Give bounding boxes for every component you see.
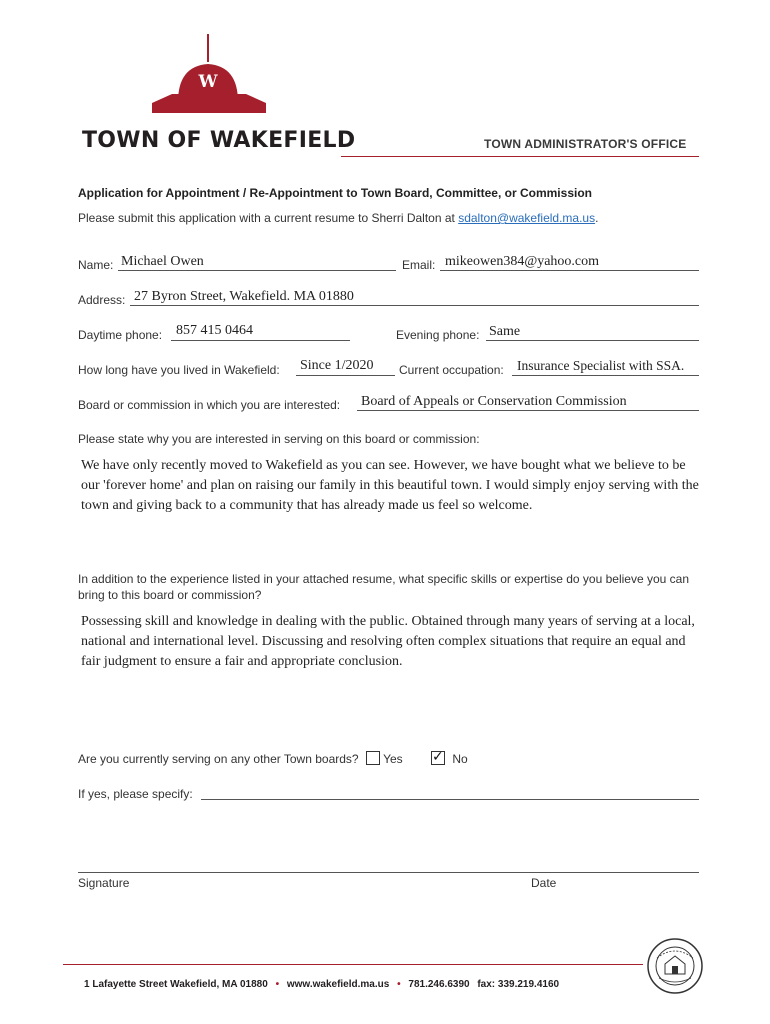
footer-contact xyxy=(84,979,559,990)
no-label: No xyxy=(452,752,468,766)
instruction-suffix: . xyxy=(595,211,599,225)
footer-fax: fax: 339.219.4160 xyxy=(477,979,560,990)
daytime-phone-field[interactable]: 857 415 0464 xyxy=(176,323,253,338)
yes-checkbox[interactable] xyxy=(366,751,380,765)
skills-question: In addition to the experience listed in your attached resume, what specific skills or expertise do you believe you can bring to this board or commission? xyxy=(78,572,690,602)
no-option xyxy=(431,748,468,766)
specify-line[interactable] xyxy=(201,799,699,800)
town-logo xyxy=(150,32,268,122)
date-label: Date xyxy=(531,876,557,890)
instruction-text: Please submit this application with a current resume to Sherri Dalton at xyxy=(78,211,459,225)
daytime-phone-label: Daytime phone: xyxy=(78,328,163,342)
evening-phone-line xyxy=(486,340,699,341)
name-field[interactable]: Michael Owen xyxy=(121,254,204,269)
reason-question: Please state why you are interested in serving on this board or commission: xyxy=(78,432,480,446)
address-label: Address: xyxy=(78,293,126,307)
header-rule xyxy=(341,156,699,157)
submission-instructions xyxy=(78,211,598,225)
check-mark-icon: ✓ xyxy=(432,748,444,764)
footer-rule xyxy=(63,964,643,965)
footer-website[interactable]: www.wakefield.ma.us xyxy=(286,979,390,990)
evening-phone-field[interactable]: Same xyxy=(489,324,521,339)
yes-label: Yes xyxy=(383,752,403,766)
daytime-phone-line xyxy=(171,340,350,341)
serving-question xyxy=(78,751,403,766)
form-title: Application for Appointment / Re-Appointment to Town Board, Committee, or Commission xyxy=(78,186,592,200)
town-seal-icon xyxy=(647,938,703,994)
occupation-field[interactable]: Insurance Specialist with SSA. xyxy=(517,358,685,373)
email-field-line xyxy=(440,270,699,271)
footer-address: 1 Lafayette Street Wakefield, MA 01880 xyxy=(84,979,268,990)
address-field[interactable]: 27 Byron Street, Wakefield. MA 01880 xyxy=(134,289,354,304)
footer-separator: • xyxy=(397,979,401,990)
email-label: Email: xyxy=(402,258,436,272)
org-name: TOWN OF WAKEFIELD xyxy=(82,128,356,153)
residency-label: How long have you lived in Wakefield: xyxy=(78,363,280,377)
residency-field[interactable]: Since 1/2020 xyxy=(300,358,374,373)
footer-separator: • xyxy=(275,979,280,990)
footer-phone: 781.246.6390 xyxy=(408,979,470,990)
email-field[interactable]: mikeowen384@yahoo.com xyxy=(445,254,600,269)
signature-label: Signature xyxy=(78,876,130,890)
no-checkbox[interactable] xyxy=(431,748,445,765)
signature-line[interactable] xyxy=(78,872,699,873)
board-line xyxy=(357,410,699,411)
name-field-line xyxy=(118,270,396,271)
logo-letter: W xyxy=(198,72,218,92)
name-label: Name: xyxy=(78,258,114,272)
residency-line xyxy=(296,375,395,376)
serving-question-text: Are you currently serving on any other Town boards? xyxy=(78,752,359,766)
occupation-label: Current occupation: xyxy=(399,363,504,377)
email-link[interactable]: sdalton@wakefield.ma.us xyxy=(458,211,596,225)
board-field[interactable]: Board of Appeals or Conservation Commission xyxy=(361,394,627,409)
specify-label: If yes, please specify: xyxy=(78,787,193,801)
evening-phone-label: Evening phone: xyxy=(396,328,480,342)
office-name: TOWN ADMINISTRATOR'S OFFICE xyxy=(484,137,687,151)
occupation-line xyxy=(512,375,699,376)
reason-answer[interactable]: We have only recently moved to Wakefield as you can see. However, we have bought what we believe to be our 'forever home' and plan on raising our family in this beautiful town. I would simply enjoy serving with the town and giving back to a community that has already made us feel so welcome. xyxy=(81,458,699,513)
board-label: Board or commission in which you are interested: xyxy=(78,398,341,412)
address-field-line xyxy=(130,305,699,306)
skills-answer[interactable]: Possessing skill and knowledge in dealing with the public. Obtained through many years of serving at a local, national and international level. Discussing and resolving often complex situations that require an equal and fair judgment to ensure a fair and appropriate conclusion. xyxy=(81,614,695,669)
